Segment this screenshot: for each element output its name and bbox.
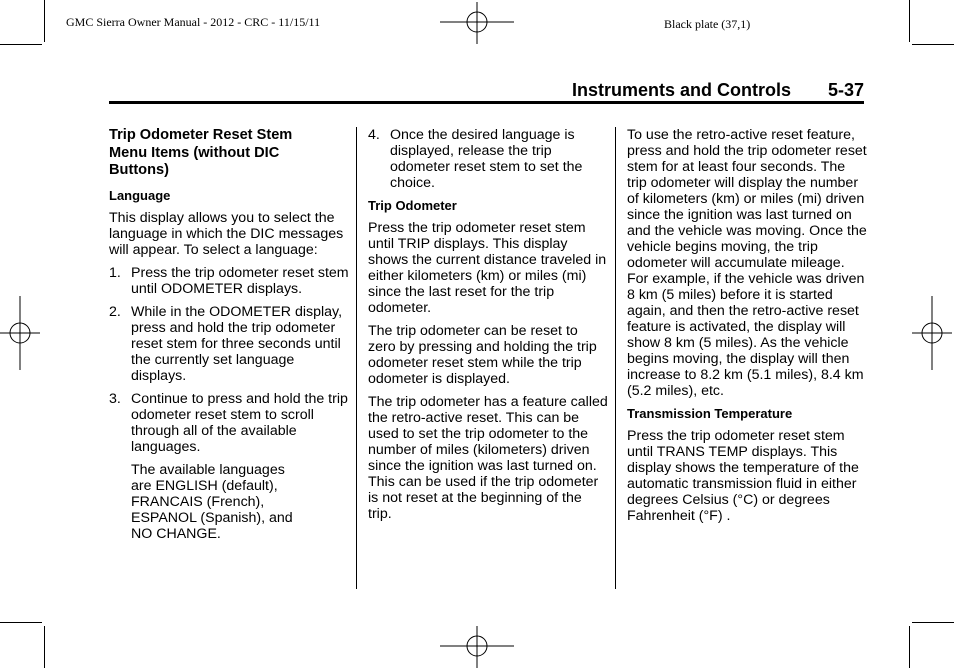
transmission-temperature-heading: Transmission Temperature	[627, 406, 793, 421]
registration-mark-top	[440, 2, 514, 44]
crop-mark-top-right-vertical	[909, 0, 910, 42]
paragraph: The trip odometer can be reset to zero by pressing and holding the trip odometer reset stem while the trip odometer is displayed.	[368, 323, 597, 387]
trip-odometer-heading: Trip Odometer	[368, 198, 457, 213]
list-item-number: 4.	[368, 127, 380, 143]
crop-mark-top-left-horizontal	[0, 44, 42, 45]
slug-right: Black plate (37,1)	[664, 17, 751, 31]
language-intro: This display allows you to select the language in which the DIC messages will appear. To select a language:	[109, 209, 344, 258]
available-languages: The available languages are ENGLISH (default), FRANCAIS (French), ESPANOL (Spanish), and NO CHANGE.	[131, 461, 293, 542]
paragraph: The trip odometer has a feature called the retro-active reset. This can be used to set the trip odometer to the number of miles (kilometers) driven since the ignition was last turned on. This can be used if the trip odometer is not reset at the beginning of the trip.	[368, 394, 608, 522]
column-3	[627, 127, 867, 531]
list-item-number: 3.	[109, 390, 121, 407]
list-item	[109, 304, 349, 384]
paragraph: Press the trip odometer reset stem until TRIP displays. This display shows the current distance traveled in either kilometers (km) or miles (mi) since the last reset for the trip odometer.	[368, 220, 607, 316]
list-item-text: Press the trip odometer reset stem until ODOMETER displays.	[131, 264, 349, 297]
language-heading: Language	[109, 187, 171, 203]
list-item-number: 2.	[109, 303, 121, 320]
crop-mark-top-right-horizontal	[912, 44, 954, 45]
column-divider-1	[356, 127, 357, 589]
registration-mark-bottom	[440, 626, 514, 668]
list-item-text: While in the ODOMETER display, press and hold the trip odometer reset stem for three seconds until the currently set language displays.	[131, 303, 343, 384]
page-number: 5-37	[828, 80, 865, 100]
list-item	[109, 265, 349, 297]
crop-mark-top-left-vertical	[44, 0, 45, 42]
registration-mark-right	[912, 296, 952, 370]
list-item-text: Once the desired language is displayed, release the trip odometer reset stem to set the choice.	[390, 127, 583, 191]
column-2	[368, 127, 608, 529]
column-1	[109, 127, 349, 549]
crop-mark-bottom-right-horizontal	[912, 622, 954, 623]
crop-mark-bottom-left-vertical	[44, 626, 45, 668]
list-item-number: 1.	[109, 264, 121, 281]
list-item	[109, 391, 349, 455]
section-heading: Trip Odometer Reset Stem Menu Items (without DIC Buttons)	[109, 127, 293, 178]
section-title: Instruments and Controls	[572, 80, 792, 100]
paragraph: Press the trip odometer reset stem until TRANS TEMP displays. This display shows the temperature of the automatic transmission fluid in either degrees Celsius (°C) or degrees Fahrenheit (°F) .	[627, 428, 859, 524]
column-divider-2	[615, 127, 616, 589]
crop-mark-bottom-right-vertical	[909, 626, 910, 668]
header-rule	[109, 101, 864, 104]
paragraph: To use the retro-active reset feature, press and hold the trip odometer reset stem for at least four seconds. The trip odometer will display the number of kilometers (km) or miles (mi) driven since the ignition was last turned on and the vehicle was moving. Once the vehicle begins moving, the trip odometer will accumulate mileage. For example, if the vehicle was driven 8 km (5 miles) before it is started again, and then the retro-active reset feature is activated, the display will show 8 km (5 miles). As the vehicle begins moving, the display will then increase to 8.2 km (5.1 miles), 8.4 km (5.2 miles), etc.	[627, 127, 867, 399]
list-item	[368, 127, 608, 191]
slug-left: GMC Sierra Owner Manual - 2012 - CRC - 11/15/11	[66, 15, 321, 29]
list-item-text: Continue to press and hold the trip odometer reset stem to scroll through all of the available languages.	[131, 390, 348, 455]
registration-mark-left	[0, 296, 40, 370]
crop-mark-bottom-left-horizontal	[0, 622, 42, 623]
